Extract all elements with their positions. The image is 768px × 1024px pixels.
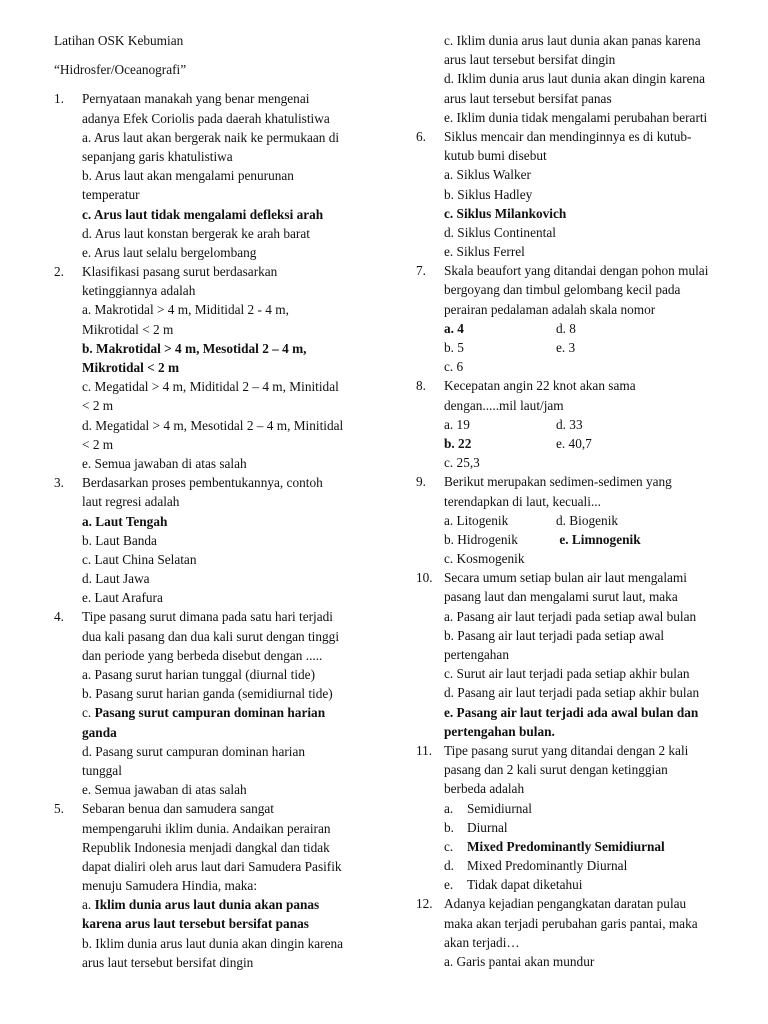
option-text: d. Iklim dunia arus laut dunia akan dingin karena	[444, 71, 706, 87]
answer-option-line	[82, 723, 372, 742]
question-item	[416, 261, 726, 376]
option-text: a. Pasang surut harian tunggal (diurnal tide)	[82, 667, 316, 682]
question-stem-line: adanya Efek Coriolis pada daerah khatulistiwa	[82, 110, 330, 126]
answer-option-line	[444, 434, 726, 453]
question-stem-line: Tipe pasang surut dimana pada satu hari terjadi	[82, 609, 333, 625]
question-number: 4.	[54, 609, 64, 625]
answer-option-line	[444, 89, 726, 108]
document-title: Latihan OSK Kebumian	[54, 33, 184, 48]
option-text: a. Litogenik	[444, 512, 509, 528]
option-text: Tidak dapat diketahui	[467, 877, 583, 893]
option-letter: b.	[444, 819, 454, 835]
question-item	[416, 568, 726, 741]
option-text: b. 22	[444, 435, 472, 451]
option-text: d. Megatidal > 4 m, Mesotidal 2 – 4 m, Minitidal	[82, 417, 344, 433]
question-stem-line: dengan.....mil laut/jam	[444, 397, 564, 413]
option-text: b. Pasang air laut terjadi pada setiap awal	[444, 627, 665, 643]
option-text: e. Siklus Ferrel	[444, 244, 525, 260]
option-text: Diurnal	[467, 819, 508, 835]
option-text: ganda	[82, 724, 117, 740]
question-item	[416, 376, 726, 472]
option-text: c. Surut air laut terjadi pada setiap akhir bulan	[444, 666, 690, 682]
option-text: e. Semua jawaban di atas salah	[82, 455, 247, 471]
option-text: c. 25,3	[444, 455, 480, 471]
question-item	[54, 89, 372, 262]
answer-option-line	[444, 357, 726, 376]
answer-option-line	[444, 799, 726, 818]
option-text: c. Laut China Selatan	[82, 551, 197, 567]
option-text: pertengahan bulan.	[444, 723, 555, 739]
answer-option-line	[444, 875, 726, 894]
option-right-text: e. Limnogenik	[556, 531, 641, 547]
option-text: sepanjang garis khatulistiwa	[82, 148, 233, 164]
question-stem-line: laut regresi adalah	[82, 494, 180, 510]
answer-option-line	[82, 454, 372, 473]
answer-option-line	[444, 319, 726, 338]
answer-option-line	[444, 703, 726, 722]
answer-option-line	[82, 166, 372, 185]
answer-option-line	[444, 31, 726, 50]
question-stem-line: Sebaran benua dan samudera sangat	[82, 801, 274, 817]
question-stem-line: dua kali pasang dan dua kali surut dengan tinggi	[82, 628, 340, 644]
option-right-text: d. Biogenik	[556, 512, 619, 528]
answer-option-line	[82, 895, 372, 914]
question-item	[54, 799, 372, 972]
question-stem-line: Skala beaufort yang ditandai dengan pohon mulai	[444, 263, 709, 279]
answer-option-line	[444, 338, 726, 357]
answer-option-line	[82, 243, 372, 262]
answer-option-line	[444, 856, 726, 875]
option-text: Mixed Predominantly Semidiurnal	[467, 838, 665, 854]
option-text: e. Semua jawaban di atas salah	[82, 782, 247, 798]
question-stem-line: Kecepatan angin 22 knot akan sama	[444, 378, 636, 394]
option-text: e. Pasang air laut terjadi ada awal bulan dan	[444, 704, 699, 720]
answer-option-line	[444, 511, 726, 530]
answer-option-line	[82, 684, 372, 703]
answer-option-line	[82, 435, 372, 454]
answer-option-line	[82, 780, 372, 799]
question-stem-line: perairan pedalaman adalah skala nomor	[444, 301, 656, 317]
answer-option-line	[444, 626, 726, 645]
answer-option-line	[82, 185, 372, 204]
question-number: 12.	[416, 896, 433, 912]
option-text: Mikrotidal < 2 m	[82, 360, 180, 375]
question-stem-line: Klasifikasi pasang surut berdasarkan	[82, 264, 278, 280]
question-number: 9.	[416, 474, 426, 490]
left-question-list	[54, 89, 372, 972]
answer-option-line	[444, 165, 726, 184]
question-stem-line: kutub bumi disebut	[444, 148, 547, 164]
question-stem-line: mempengaruhi iklim dunia. Andaikan perairan	[82, 820, 331, 836]
option-text: d. Arus laut konstan bergerak ke arah barat	[82, 225, 310, 241]
option-right-text: e. 3	[556, 340, 576, 355]
answer-option-line	[444, 683, 726, 702]
document-subtitle: “Hidrosfer/Oceanografi”	[54, 62, 187, 78]
question-stem-line: Siklus mencair dan mendinginnya es di kutub-	[444, 128, 692, 144]
question-number: 5.	[54, 801, 64, 817]
right-question-list	[416, 31, 726, 971]
option-text: a. 19	[444, 416, 470, 432]
option-text: b. Iklim dunia arus laut dunia akan dingin karena	[82, 935, 344, 951]
answer-option-line	[82, 396, 372, 415]
option-text: a. Garis pantai akan mundur	[444, 954, 595, 969]
option-text: e. Laut Arafura	[82, 590, 163, 606]
answer-option-line	[82, 588, 372, 607]
option-text: a. Laut Tengah	[82, 513, 168, 529]
question-body	[82, 262, 372, 473]
option-text: arus laut tersebut bersifat dingin	[444, 52, 616, 68]
option-text: c. Kosmogenik	[444, 551, 525, 567]
answer-option-line	[444, 242, 726, 261]
question-item	[416, 127, 726, 261]
question-stem-line: maka akan terjadi perubahan garis pantai, maka	[444, 915, 698, 931]
answer-option-line	[82, 358, 372, 377]
option-text: b. Laut Banda	[82, 532, 157, 548]
option-text: d. Laut Jawa	[82, 571, 150, 587]
option-right-text: d. 8	[556, 320, 576, 336]
option-text: e. Arus laut selalu bergelombang	[82, 244, 257, 260]
question-item	[54, 262, 372, 473]
answer-option-line	[444, 204, 726, 223]
answer-option-line	[82, 569, 372, 588]
option-prefix: c.	[82, 705, 95, 721]
question-stem-line: ketinggiannya adalah	[82, 283, 196, 299]
option-letter: e.	[444, 877, 454, 893]
question-stem-line: dan periode yang berbeda disebut dengan .....	[82, 647, 323, 663]
option-text: a. Siklus Walker	[444, 167, 531, 183]
question-body	[82, 799, 372, 972]
answer-option-line	[82, 377, 372, 396]
question-stem-line: Republik Indonesia menjadi dangkal dan tidak	[82, 839, 330, 855]
answer-option-line	[82, 550, 372, 569]
question-stem-line: terendapkan di laut, kecuali...	[444, 493, 601, 509]
question-item	[54, 473, 372, 607]
question-stem-line: akan terjadi…	[444, 934, 520, 950]
question-number: 7.	[416, 263, 426, 279]
option-text: Pasang surut campuran dominan harian	[94, 705, 326, 721]
question-stem-line: Tipe pasang surut yang ditandai dengan 2 kali	[444, 742, 689, 758]
answer-option-line	[82, 761, 372, 780]
left-column	[54, 31, 372, 972]
question-stem-line: berbeda adalah	[444, 781, 525, 797]
option-text: d. Pasang surut campuran dominan harian	[82, 743, 306, 759]
question-number: 2.	[54, 264, 64, 280]
question-item	[416, 472, 726, 568]
option-text: karena arus laut tersebut bersifat panas	[82, 916, 309, 932]
answer-option-line	[82, 914, 372, 933]
option-text: temperatur	[82, 187, 140, 203]
question-body	[444, 127, 726, 261]
option-right-text: d. 33	[556, 416, 583, 432]
question-number: 6.	[416, 128, 426, 144]
question-body	[82, 89, 372, 262]
option-text: a. 4	[444, 320, 464, 336]
answer-option-line	[444, 223, 726, 242]
question-item	[54, 607, 372, 799]
answer-option-line	[444, 415, 726, 434]
answer-option-line	[444, 185, 726, 204]
answer-option-line	[82, 128, 372, 147]
option-text: arus laut tersebut bersifat dingin	[82, 954, 254, 970]
question-number: 11.	[416, 742, 433, 758]
option-text: a. Arus laut akan bergerak naik ke permukaan di	[82, 129, 340, 145]
option-text: c. Megatidal > 4 m, Miditidal 2 – 4 m, Minitidal	[82, 379, 339, 395]
answer-option-line	[444, 69, 726, 88]
answer-option-line	[82, 205, 372, 224]
answer-option-line	[444, 722, 726, 741]
answer-option-line	[82, 665, 372, 684]
option-text: < 2 m	[82, 436, 114, 452]
option-text: d. Siklus Continental	[444, 224, 556, 240]
option-text: b. 5	[444, 340, 464, 355]
option-text: tunggal	[82, 762, 122, 778]
answer-option-line	[82, 300, 372, 319]
option-text: a. Pasang air laut terjadi pada setiap awal bulan	[444, 608, 697, 624]
question-stem-line: Berdasarkan proses pembentukannya, contoh	[82, 475, 323, 491]
question-number: 1.	[54, 91, 64, 107]
option-prefix: a.	[82, 897, 95, 913]
answer-option-line	[82, 742, 372, 761]
option-text: b. Siklus Hadley	[444, 186, 533, 202]
question-body	[444, 568, 726, 741]
option-right-text: e. 40,7	[556, 435, 592, 451]
answer-option-line	[444, 549, 726, 568]
option-text: < 2 m	[82, 398, 114, 414]
answer-option-line	[82, 339, 372, 358]
question-stem-line: bergoyang dan timbul gelombang kecil pada	[444, 282, 681, 298]
answer-option-line	[82, 703, 372, 722]
answer-option-line	[82, 224, 372, 243]
answer-option-line	[444, 818, 726, 837]
question-item	[416, 894, 726, 971]
option-text: b. Arus laut akan mengalami penurunan	[82, 168, 294, 184]
option-text: Mixed Predominantly Diurnal	[467, 858, 628, 874]
question-body	[444, 261, 726, 376]
answer-option-line	[82, 531, 372, 550]
answer-option-line	[82, 953, 372, 972]
option-letter: a.	[444, 800, 454, 816]
option-text: d. Pasang air laut terjadi pada setiap akhir bulan	[444, 685, 700, 701]
answer-option-line	[444, 645, 726, 664]
answer-option-line	[444, 453, 726, 472]
answer-option-line	[444, 607, 726, 626]
question-body	[82, 607, 372, 799]
question-body	[444, 894, 726, 971]
answer-option-line	[444, 50, 726, 69]
question-stem-line: Berikut merupakan sedimen-sedimen yang	[444, 474, 672, 490]
question-stem-line: pasang laut dan mengalami surut laut, maka	[444, 589, 678, 605]
option-text: Iklim dunia arus laut dunia akan panas	[94, 897, 320, 913]
question-body	[444, 741, 726, 895]
option-text: arus laut tersebut bersifat panas	[444, 90, 612, 106]
option-text: b. Makrotidal > 4 m, Mesotidal 2 – 4 m,	[82, 340, 307, 356]
question-body	[444, 31, 726, 127]
answer-option-line	[444, 664, 726, 683]
question-continuation	[416, 31, 726, 127]
option-text: b. Hidrogenik	[444, 531, 518, 547]
option-text: a. Makrotidal > 4 m, Miditidal 2 - 4 m,	[82, 302, 289, 318]
option-text: c. Arus laut tidak mengalami defleksi arah	[82, 206, 324, 222]
option-text: b. Pasang surut harian ganda (semidiurnal tide)	[82, 686, 333, 702]
answer-option-line	[82, 416, 372, 435]
answer-option-line	[444, 952, 726, 971]
question-item	[416, 741, 726, 895]
question-number: 3.	[54, 475, 64, 491]
answer-option-line	[82, 147, 372, 166]
option-text: Semidiurnal	[467, 800, 532, 816]
question-body	[444, 376, 726, 472]
question-stem-line: Pernyataan manakah yang benar mengenai	[82, 91, 310, 107]
answer-option-line	[444, 530, 726, 549]
question-body	[444, 472, 726, 568]
option-text: c. Iklim dunia arus laut dunia akan panas karena	[444, 33, 701, 48]
question-number: 8.	[416, 378, 426, 394]
answer-option-line	[444, 837, 726, 856]
answer-option-line	[82, 934, 372, 953]
option-text: c. Siklus Milankovich	[444, 205, 567, 221]
option-text: c. 6	[444, 359, 464, 375]
option-text: pertengahan	[444, 647, 509, 662]
question-stem-line: dapat dialiri oleh arus laut dari Samudera Pasifik	[82, 858, 342, 874]
option-letter: c.	[444, 838, 454, 854]
option-text: Mikrotidal < 2 m	[82, 321, 174, 337]
question-body	[82, 473, 372, 607]
answer-option-line	[82, 320, 372, 339]
answer-option-line	[444, 108, 726, 127]
answer-option-line	[82, 512, 372, 531]
question-number: 10.	[416, 570, 433, 586]
option-text: e. Iklim dunia tidak mengalami perubahan berarti	[444, 109, 708, 125]
question-stem-line: pasang dan 2 kali surut dengan ketinggian	[444, 762, 668, 778]
option-letter: d.	[444, 858, 454, 874]
question-stem-line: Secara umum setiap bulan air laut mengalami	[444, 570, 687, 586]
right-column	[416, 31, 726, 971]
question-stem-line: menuju Samudera Hindia, maka:	[82, 878, 258, 894]
question-stem-line: Adanya kejadian pengangkatan daratan pulau	[444, 896, 687, 912]
